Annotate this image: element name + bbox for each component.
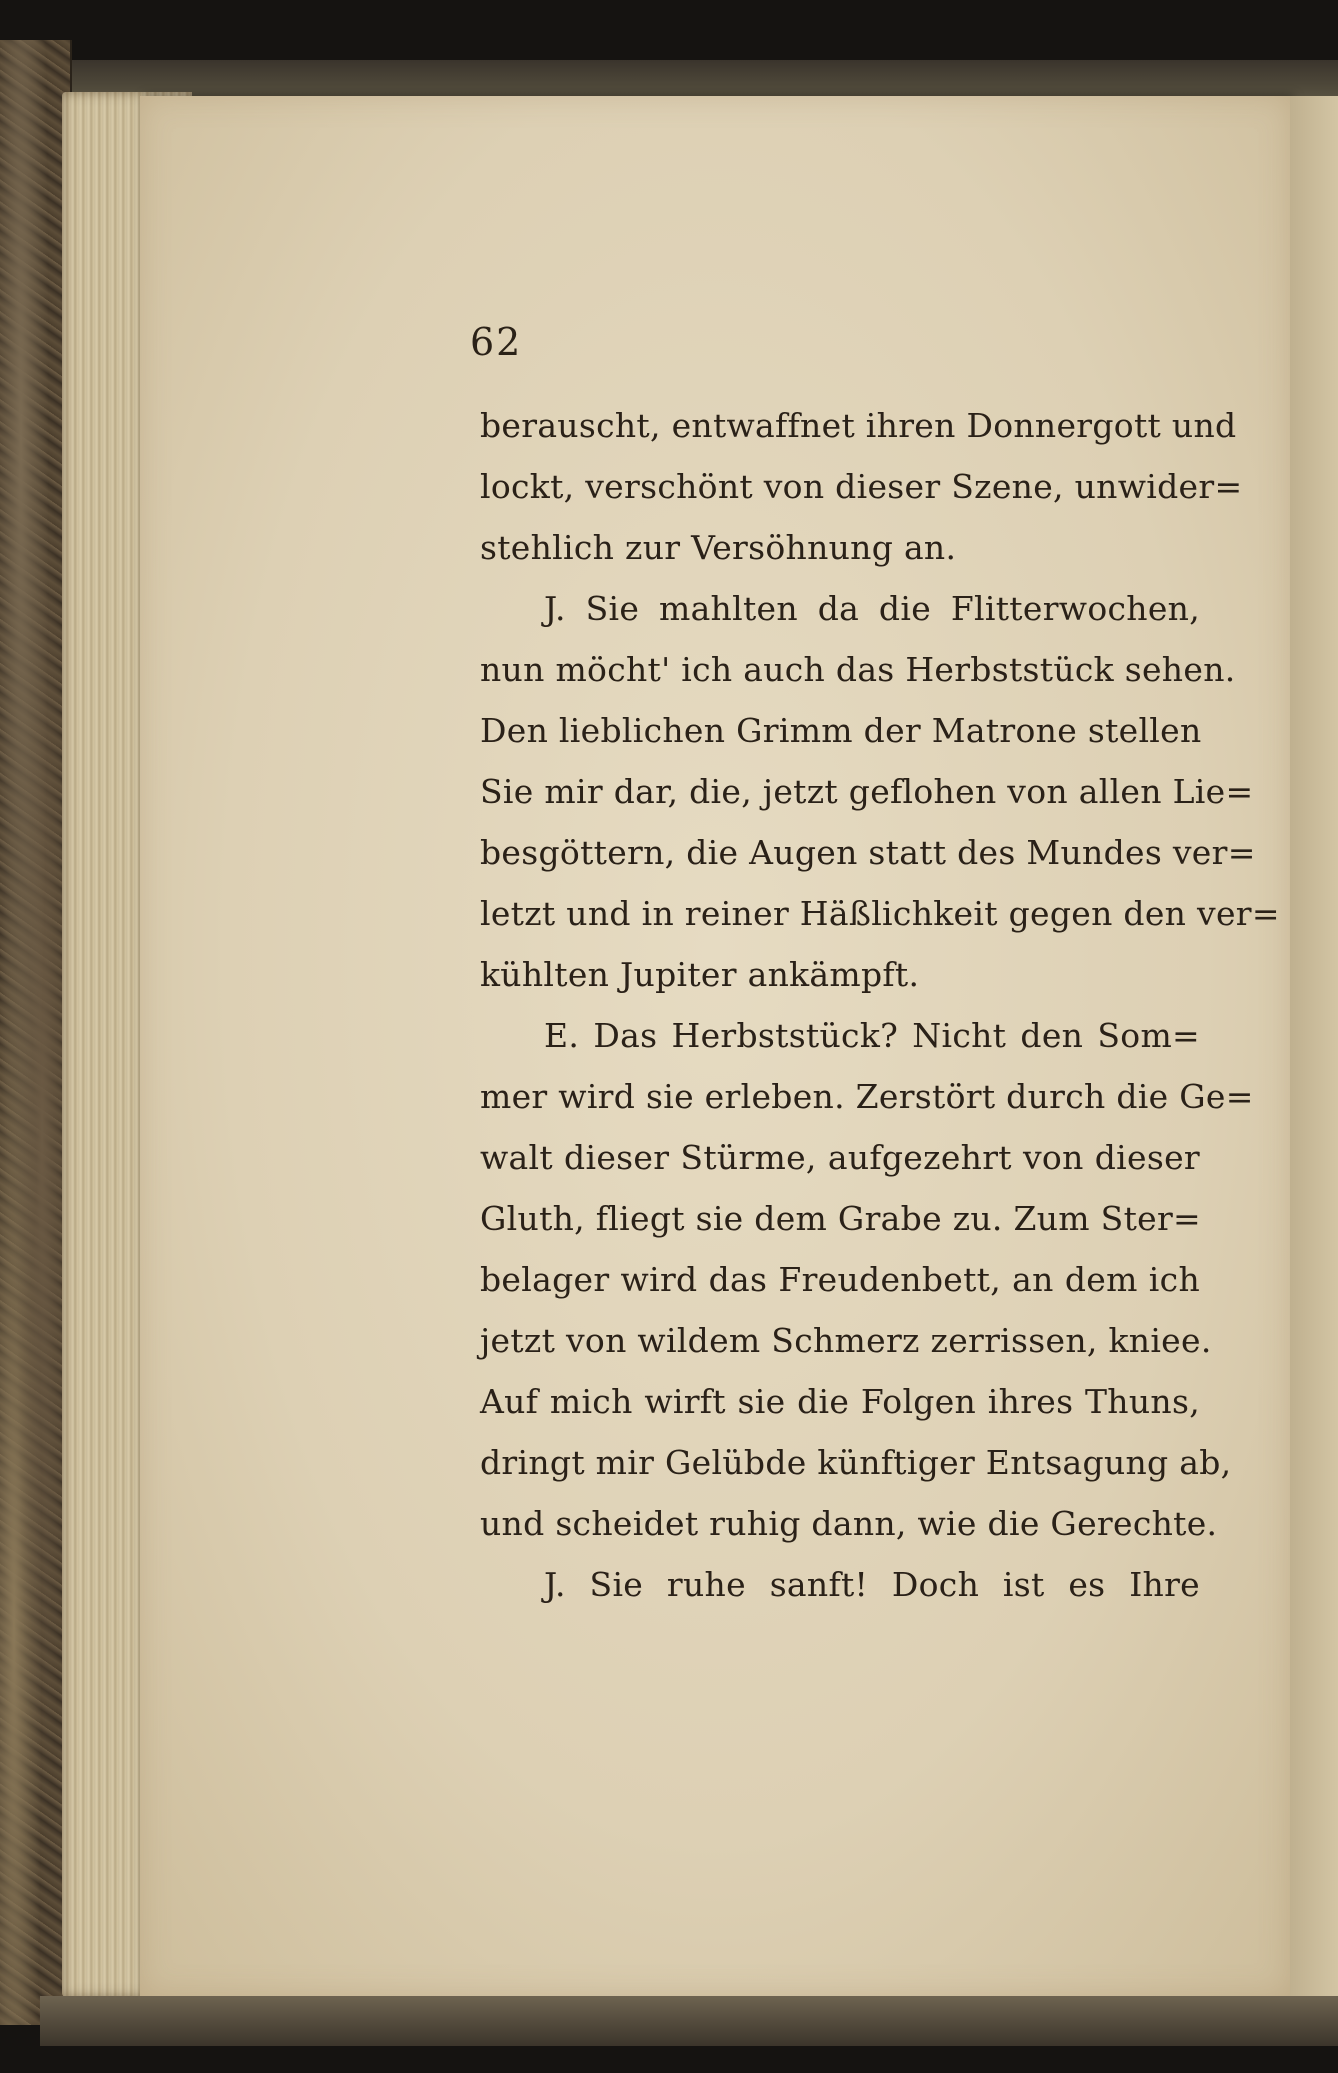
text-line: stehlich zur Versöhnung an. bbox=[480, 528, 957, 567]
text-line: Gluth, fliegt sie dem Grabe zu. Zum Ster= bbox=[480, 1199, 1201, 1238]
text-line: und scheidet ruhig dann, wie die Gerechte. bbox=[480, 1504, 1218, 1543]
text-line: lockt, verschönt von dieser Szene, unwider= bbox=[480, 467, 1243, 506]
facing-page-edge bbox=[1290, 96, 1338, 1996]
text-line: nun möcht' ich auch das Herbststück sehen. bbox=[480, 650, 1236, 689]
body-text bbox=[480, 395, 1280, 1615]
book-cover-top bbox=[40, 60, 1338, 96]
text-line: berauscht, entwaffnet ihren Donnergott und bbox=[480, 406, 1237, 445]
page-number: 62 bbox=[470, 320, 523, 364]
text-line: dringt mir Gelübde künftiger Entsagung ab, bbox=[480, 1443, 1232, 1482]
text-line: J. Sie ruhe sanft! Doch ist es Ihre bbox=[544, 1565, 1200, 1604]
text-line: walt dieser Stürme, aufgezehrt von dieser bbox=[480, 1138, 1200, 1177]
book-cover-bottom bbox=[40, 1996, 1338, 2046]
text-line: E. Das Herbststück? Nicht den Som= bbox=[544, 1016, 1200, 1055]
text-line: belager wird das Freudenbett, an dem ich bbox=[480, 1260, 1200, 1299]
text-line: J. Sie mahlten da die Flitterwochen, bbox=[544, 589, 1200, 628]
text-line: Den lieblichen Grimm der Matrone stellen bbox=[480, 711, 1202, 750]
text-line: jetzt von wildem Schmerz zerrissen, kniee. bbox=[480, 1321, 1212, 1360]
text-line: Auf mich wirft sie die Folgen ihres Thuns, bbox=[480, 1382, 1200, 1421]
text-line: kühlten Jupiter ankämpft. bbox=[480, 955, 920, 994]
text-line: letzt und in reiner Häßlichkeit gegen den ver= bbox=[480, 894, 1280, 933]
text-line: Sie mir dar, die, jetzt geflohen von allen Lie= bbox=[480, 772, 1254, 811]
text-line: besgöttern, die Augen statt des Mundes ver= bbox=[480, 833, 1256, 872]
text-line: mer wird sie erleben. Zerstört durch die Ge= bbox=[480, 1077, 1254, 1116]
